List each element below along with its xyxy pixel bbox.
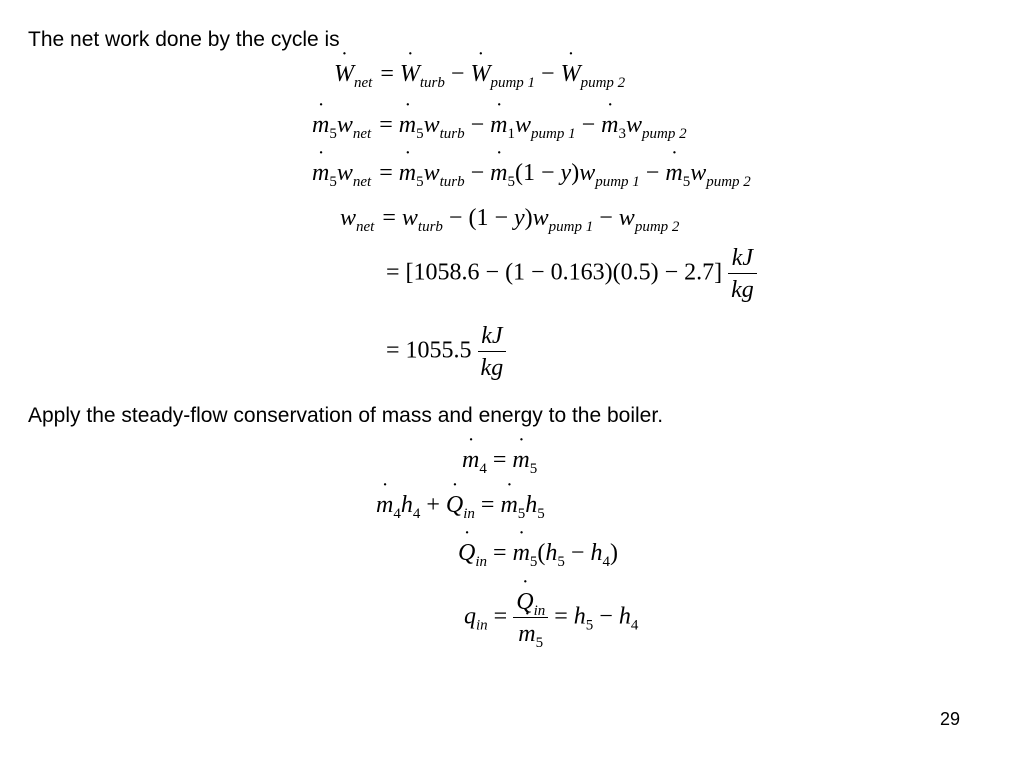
equation-specific-heat-input: $q_{in}$ = ˙ $Q_{in}$ ˙ $m_5$ = $h_5 - h_4$ [464,590,638,646]
unit-fraction: $\frac{kJ}{kg}$ [478,324,507,380]
intro-text: The net work done by the cycle is [28,28,340,51]
net-work-value: 1055.5 [405,337,472,364]
equation-net-work-result: = 1055.5 $\frac{kJ}{kg}$ [386,324,506,380]
equation-energy-balance: ˙ $m_4h_4$ + ˙ $Q_{in}$ = ˙ $m_5h_5$ [376,493,545,517]
boiler-text: Apply the steady-flow conservation of mass and energy to the boiler. [28,404,664,427]
page-number: 29 [940,709,961,729]
equation-net-work-rate: ˙ $W_{net}$ = ˙ $W_{turb}$ − ˙ $W_{pump 1}$ − ˙ $W_{pump 2}$ [334,62,625,86]
equation-mass-balance: ˙ $m_4$ = ˙ $m_5$ [462,448,537,472]
equation-heat-input: ˙ $Q_{in}$ = ˙ $m_5(h_5 - h_4)$ [458,541,618,565]
heat-fraction: ˙ $Q_{in}$ ˙ $m_5$ [513,590,548,646]
equation-specific-net-work: $w_{net} = w_{turb} - (1 - y)w_{pump 1} - w_{pump 2}$ [340,205,680,235]
unit-fraction: $\frac{kJ}{kg}$ [728,246,757,302]
equation-mass-fraction-work: ˙ $m_5w_{net}$ = ˙ $m_5w_{turb}$ − ˙ $m_5(1 - y)w_{pump 1}$ − ˙ $m_5w_{pump 2}$ [312,161,751,185]
equation-mass-weighted-work: ˙ $m_5w_{net}$ = ˙ $m_5w_{turb}$ − ˙ $m_1w_{pump 1}$ − ˙ $m_3w_{pump 2}$ [312,113,687,137]
equation-numeric-substitution: = [1058.6 − (1 − 0.163)(0.5) − 2.7] $\frac{kJ}{kg}$ [386,246,757,302]
numeric-expression: 1058.6 − (1 − 0.163)(0.5) − 2.7 [413,259,715,286]
